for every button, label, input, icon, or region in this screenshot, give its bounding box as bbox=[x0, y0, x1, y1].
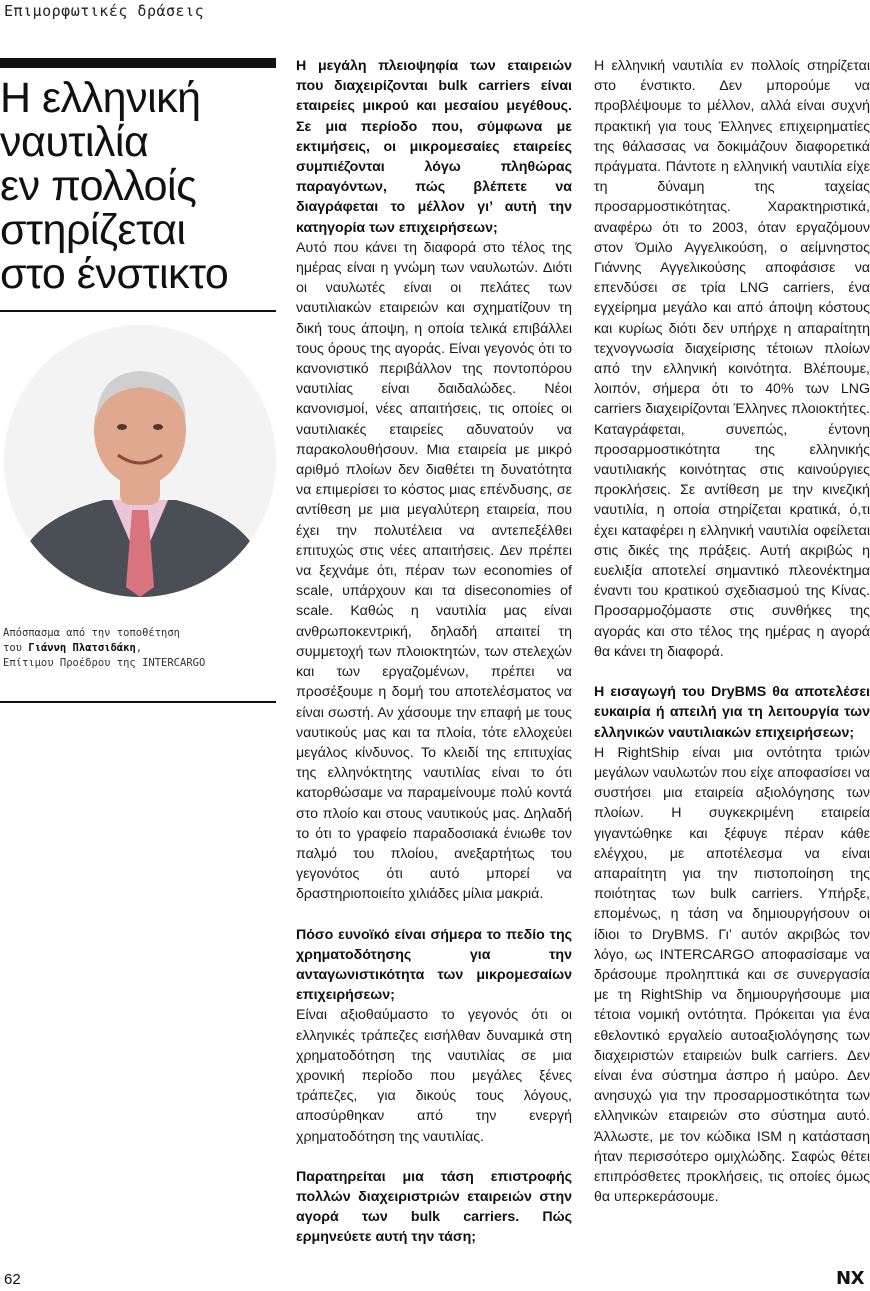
caption-line: Επίτιμου Προέδρου της INTERCARGO bbox=[3, 657, 206, 669]
caption-line bbox=[3, 641, 275, 656]
caption-person-name: Γιάννη Πλατσιδάκη bbox=[28, 642, 136, 654]
interview-question: Η εισαγωγή του DryBMS θα αποτελέσει ευκαιρία ή απειλή για τη λειτουργία των ελληνικών ναυτιλιακών επιχειρήσεων; bbox=[594, 684, 870, 741]
portrait-photo bbox=[4, 325, 276, 597]
page-number: 62 bbox=[4, 1271, 21, 1288]
interview-question: Η μεγάλη πλειοψηφία των εταιρειών που διαχειρίζονται bulk carriers είναι εταιρείες μικρού και μεσαίου μεγέθους. Σε μια περίοδο που, σύμφωνα με εκτιμήσεις, οι μικρομεσαίες εταιρείες συμπιέζονται λόγω πληθώρας παραγόντων, πώς βλέπετε να διαγράφεται το μέλλον γι’ αυτή την κατηγορία των επιχειρήσεων; bbox=[296, 58, 572, 236]
headline-line: εν πολλοίς bbox=[0, 162, 197, 210]
interview-answer: Η RightShip είναι μια οντότητα τριών μεγάλων ναυλωτών που είχε αποφασίσει να συστήσει μια εταιρεία αξιολόγησης των πλοίων. Η συγκεκριμένη εταιρεία γιγαντώθηκε και ξέφυγε πέραν κάθε ελέγχου, με αποτέλεσμα να είναι απαραίτητη για την πιστοποίηση της ποιότητας των bulk carriers. Υπήρξε, επομένως, η τάση να δημιουργήσουν οι ίδιοι το DryBMS. Γι’ αυτόν ακριβώς τον λόγο, ως INTERCARGO αποφασίσαμε να δράσουμε προληπτικά και σε συνεργασία με τη RightShip να δημιουργήσουμε μια τέτοια νομική οντότητα. Πρόκειται για ένα εθελοντικό εργαλείο αυτοαξιολόγησης των διαχειριστών εταιρειών bulk carriers. Δεν είναι ένα σύστημα άσπρο ή μαύρο. Δεν ανησυχώ για την προσαρμοστικότητα των ελληνικών εταιρειών στο σύστημα αυτό. Άλλωστε, με τον κώδικα ISM η κατάσταση ήταν περισσότερο ομιχλώδης. Σαφώς θέτει επιπρόσθετες προκλήσεις, τις οποίες όμως θα υπερκεράσουμε. bbox=[594, 744, 870, 1206]
interview-answer: Η ελληνική ναυτιλία εν πολλοίς στηρίζεται στο ένστικτο. Δεν μπορούμε να προβλέψουμε το μέλλον, αλλά είναι συχνή πρακτική για τους Έλληνες επιχειρηματίες της θάλασσας να δοκιμάζουν διαφορετικά πράγματα. Πάντοτε η ελληνική ναυτιλία είχε τη δύναμη της ταχείας προσαρμοστικότητας. Χαρακτηριστικά, αναφέρω ότι το 2003, όταν εργαζόμουν στον Όμιλο Αγγελικούση, ο αείμνηστος Γιάννης Αγγελικούσης αποφάσισε να επενδύσει σε τρία LNG carriers, ένα εγχείρημα μεγάλο και από άποψη κόστους και κυρίως διότι δεν υπήρχε η απαραίτητη τεχνογνωσία διαχείρισης τέτοιων πλοίων από την ελληνική κοινότητα. Βλέπουμε, λοιπόν, σήμερα ότι το 40% των LNG carriers διαχειρίζονται Έλληνες πλοιοκτήτες. Καταγράφεται, συνεπώς, έντονη προσαρμοστικότητα της ελληνικής ναυτιλιακής κοινότητας στις καινούργιες προκλήσεις. Σε αντίθεση με την κινεζική ναυτιλία, η οποία στηρίζεται κρατικά, ό,τι έχει καταφέρει η ελληνική ναυτιλία οφείλεται στις δικές της πράξεις. Αυτή ακριβώς η ευελιξία αποτελεί σημαντικό πλεονέκτημα έναντι του κρατικού σχεδιασμού της Κίνας. Προσαρμοζόμαστε στις συνθήκες της αγοράς και στο τέλος της ημέρας η αγορά θα κάνει τη διαφορά. bbox=[594, 58, 870, 660]
magazine-logo: NX bbox=[836, 1268, 864, 1289]
interview-question: Πόσο ευνοϊκό είναι σήμερα το πεδίο της χρηματοδότησης για την ανταγωνιστικότητα των μικρομεσαίων επιχειρήσεων; bbox=[296, 926, 572, 1004]
headline-line: στο ένστικτο bbox=[0, 250, 229, 298]
interview-answer: Είναι αξιοθαύμαστο το γεγονός ότι οι ελληνικές τράπεζες εισήλθαν δυναμικά στη χρηματοδότηση της ναυτιλίας σε μια χρονική περίοδο που μεγάλες ξένες τράπεζες, για δικούς τους λόγους, αποσύρθηκαν από την ενεργή χρηματοδότηση της ναυτιλίας. bbox=[296, 1007, 572, 1145]
portrait-illustration bbox=[4, 325, 276, 597]
headline-line: ναυτιλία bbox=[0, 118, 149, 166]
eye-shape bbox=[117, 424, 127, 430]
interview-question: Παρατηρείται μια τάση επιστροφής πολλών διαχειριστριών εταιρειών στην αγορά των bulk carriers. Πώς ερμηνεύετε αυτή την τάση; bbox=[296, 1168, 572, 1246]
headline-divider bbox=[0, 310, 276, 312]
headline bbox=[0, 76, 276, 296]
caption-line: Απόσπασμα από την τοποθέτηση bbox=[3, 627, 181, 639]
article-column-middle bbox=[296, 56, 572, 1248]
caption-divider bbox=[0, 701, 276, 703]
photo-caption bbox=[3, 626, 275, 671]
caption-suffix: , bbox=[135, 642, 143, 654]
headline-line: Η ελληνική bbox=[0, 74, 201, 122]
eye-shape bbox=[153, 424, 163, 430]
headline-block bbox=[0, 58, 276, 312]
headline-line: στηρίζεται bbox=[0, 206, 186, 254]
article-column-right bbox=[594, 56, 870, 1207]
caption-prefix: του bbox=[3, 642, 29, 654]
headline-top-bar bbox=[0, 58, 276, 68]
interview-answer: Αυτό που κάνει τη διαφορά στο τέλος της ημέρας είναι η γνώμη των ναυλωτών. Διότι οι ναυλωτές είναι οι πελάτες των ναυτιλιακών εταιρειών και σχηματίζουν τη δική τους άποψη, η οποία τελικά επιβάλλει τους όρους της αγοράς. Είναι γεγονός ότι το κανονιστικό περιβάλλον της ποντοπόρου ναυτιλίας είναι δαιδαλώδες. Νέοι κανονισμοί, νέες απαιτήσεις, τις οποίες οι ναυτιλιακές εταιρείες αδυνατούν να παρακολουθήσουν. Μια εταιρεία με μικρό αριθμό πλοίων δεν διαθέτει τη δυνατότητα να επιμερίσει το κόστος μιας επένδυσης, σε αντίθεση με μια μεγαλύτερη εταιρεία, που έχει την πολυτέλεια να αντεπεξέλθει επιτυχώς στις νέες απαιτήσεις. Δεν πρέπει να ξεχνάμε ότι, πέραν των economies of scale, υπάρχουν και τα diseconomies of scale. Καθώς η ναυτιλία μας είναι ανθρωποκεντρική, δηλαδή απαιτεί τη συμμετοχή των πλοιοκτητών, των στελεχών και των εργαζομένων, πρέπει να προσέξουμε η δομή του αποτελέσματος να είναι σωστή. Αν χάσουμε την επαφή με τους ναυτικούς μας και τα πλοία, τότε ελλοχεύει μεγάλος κίνδυνος. Το κλειδί της επιτυχίας της ελληνόκτητης ναυτιλίας είναι το ότι κατορθώσαμε να παραμείνουμε πολύ κοντά στο πλοίο και στους ναυτικούς μας. Δηλαδή το ότι το γραφείο παραδοσιακά ένιωθε τον παλμό του πλοίου, ανεξαρτήτως του γεγονότος ότι αυτό μπορεί να δραστηριοποιείτο χιλιάδες μίλια μακριά. bbox=[296, 239, 572, 903]
section-label: Επιμορφωτικές δράσεις bbox=[4, 2, 205, 20]
